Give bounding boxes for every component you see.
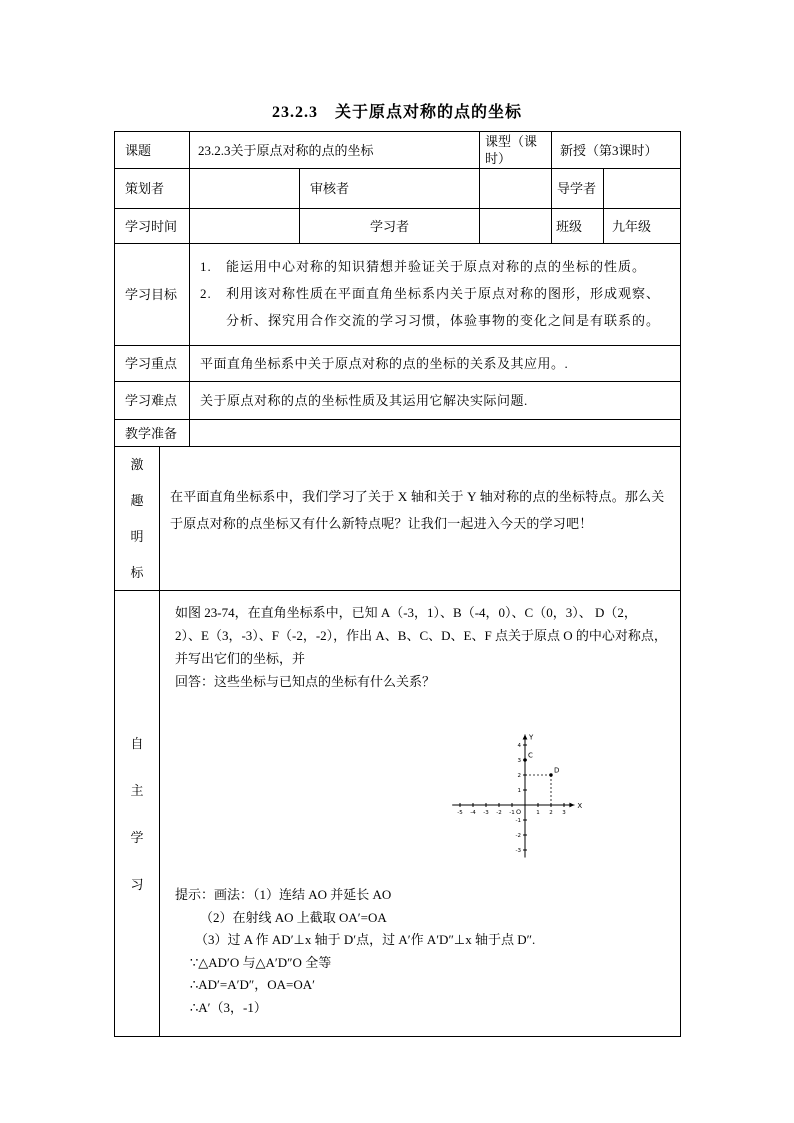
goal-item-1-number: 1. <box>200 259 212 274</box>
learner-value-empty <box>480 209 552 244</box>
goal-item-2-number: 2. <box>200 286 212 301</box>
coordinate-plane <box>445 729 605 864</box>
goal-item-2 <box>200 280 672 334</box>
reviewer-label: 审核者 <box>300 169 480 209</box>
row-preparation <box>115 420 680 447</box>
motivation-label-char-2: 趣 <box>130 493 144 508</box>
preparation-label: 教学准备 <box>115 420 190 447</box>
row-goals <box>115 244 680 346</box>
svg-text:D: D <box>554 766 560 775</box>
hint-line: （3）过 A 作 AD′⊥x 轴于 D′点，过 A′作 A′D″⊥x 轴于点 D″. <box>195 932 536 947</box>
difficulty-text: 关于原点对称的点的坐标性质及其运用它解决实际问题. <box>190 382 680 420</box>
problem-paragraph <box>175 601 672 693</box>
self-study-label-char-1: 自 <box>130 735 144 751</box>
self-study-label-char-4: 习 <box>130 876 144 892</box>
svg-text:3: 3 <box>517 758 521 764</box>
topic-label: 课题 <box>115 132 190 169</box>
guide-label: 导学者 <box>552 169 604 209</box>
svg-text:3: 3 <box>562 810 566 816</box>
hint-line: 提示：画法：（1）连结 AO 并延长 AO <box>175 887 392 902</box>
goal-item-1-text: 能运用中心对称的知识猜想并验证关于原点对称的点的坐标的性质。 <box>226 259 647 274</box>
learner-label: 学习者 <box>300 209 480 244</box>
hint-line: ∴A′（3，-1） <box>190 999 267 1015</box>
hint-block <box>175 884 672 1019</box>
lesson-plan-table <box>114 131 681 1037</box>
svg-text:-1: -1 <box>515 818 521 824</box>
page-title: 23.2.3 关于原点对称的点的坐标 <box>271 104 522 121</box>
problem-line: 如图 23-74，在直角坐标系中，已知 A（-3，1）、B（-4，0）、C（0，3）、 D（2， <box>175 605 637 620</box>
row-difficulty <box>115 382 680 420</box>
motivation-label <box>115 447 160 591</box>
problem-line: 2）、E（3，-3）、F（-2，-2），作出 A、B、C、D、E、F 点关于原点 O 的中心对称点， <box>175 628 667 643</box>
svg-text:X: X <box>577 802 583 810</box>
problem-line: 回答：这些坐标与已知点的坐标有什么关系？ <box>175 674 436 689</box>
hint-line: ∵△AD′O 与△A′D″O 全等 <box>190 954 332 970</box>
svg-text:1: 1 <box>517 788 521 794</box>
svg-text:Y: Y <box>529 733 534 742</box>
motivation-text: 在平面直角坐标系中，我们学习了关于 X 轴和关于 Y 轴对称的点的坐标特点。那么关于原点对称的点坐标又有什么新特点呢？让我们一起进入今天的学习吧！ <box>160 447 680 591</box>
svg-text:-2: -2 <box>515 833 521 839</box>
key-point-text: 平面直角坐标系中关于原点对称的点的坐标的关系及其应用。. <box>190 346 680 382</box>
preparation-value-empty <box>190 420 680 447</box>
svg-text:-3: -3 <box>483 810 489 816</box>
svg-text:-1: -1 <box>509 810 515 816</box>
course-type-label: 课型（课时） <box>480 132 552 169</box>
key-point-label: 学习重点 <box>115 346 190 382</box>
difficulty-label: 学习难点 <box>115 382 190 420</box>
row-motivation <box>115 447 680 591</box>
goal-item-2-text: 利用该对称性质在平面直角坐标系内关于原点对称的图形，形成观察、分析、探究用合作交流的学习习惯，体验事物的变化之间是有联系的。 <box>226 286 661 328</box>
svg-text:2: 2 <box>549 810 553 816</box>
class-label: 班级 <box>552 209 604 244</box>
figure-23-74 <box>445 729 605 864</box>
svg-text:2: 2 <box>517 773 521 779</box>
self-study-label <box>115 591 160 1036</box>
study-time-value-empty <box>190 209 300 244</box>
study-time-label: 学习时间 <box>115 209 190 244</box>
self-study-content <box>160 591 680 1036</box>
reviewer-value-empty <box>480 169 552 209</box>
guide-value-empty <box>604 169 680 209</box>
motivation-label-char-3: 明 <box>130 529 144 544</box>
motivation-label-char-1: 激 <box>130 457 144 472</box>
svg-text:-5: -5 <box>457 810 463 816</box>
planner-value-empty <box>190 169 300 209</box>
svg-text:-3: -3 <box>515 848 521 854</box>
row-self-study <box>115 591 680 1036</box>
row-staff <box>115 169 680 209</box>
motivation-label-char-4: 标 <box>130 565 144 580</box>
planner-label: 策划者 <box>115 169 190 209</box>
row-learner <box>115 209 680 244</box>
svg-text:O: O <box>516 808 522 816</box>
svg-text:1: 1 <box>536 810 540 816</box>
self-study-label-char-3: 学 <box>130 829 144 845</box>
class-value: 九年级 <box>604 209 680 244</box>
svg-text:-2: -2 <box>496 810 502 816</box>
hint-line: ∴AD′=A′D″，OA=OA′ <box>190 977 315 992</box>
goal-item-1 <box>200 253 672 280</box>
row-key-point <box>115 346 680 382</box>
hint-line: （2）在射线 AO 上截取 OA′=OA <box>200 909 387 925</box>
row-topic <box>115 132 680 169</box>
problem-line: 并写出它们的坐标，并 <box>175 651 306 666</box>
self-study-label-char-2: 主 <box>130 782 144 798</box>
topic-value: 23.2.3关于原点对称的点的坐标 <box>190 132 480 169</box>
svg-text:4: 4 <box>517 743 521 749</box>
svg-text:-4: -4 <box>470 810 476 816</box>
svg-text:C: C <box>528 751 533 760</box>
course-type-value: 新授（第3课时） <box>552 132 680 169</box>
goals-label: 学习目标 <box>115 244 190 346</box>
goals-content <box>190 244 680 346</box>
